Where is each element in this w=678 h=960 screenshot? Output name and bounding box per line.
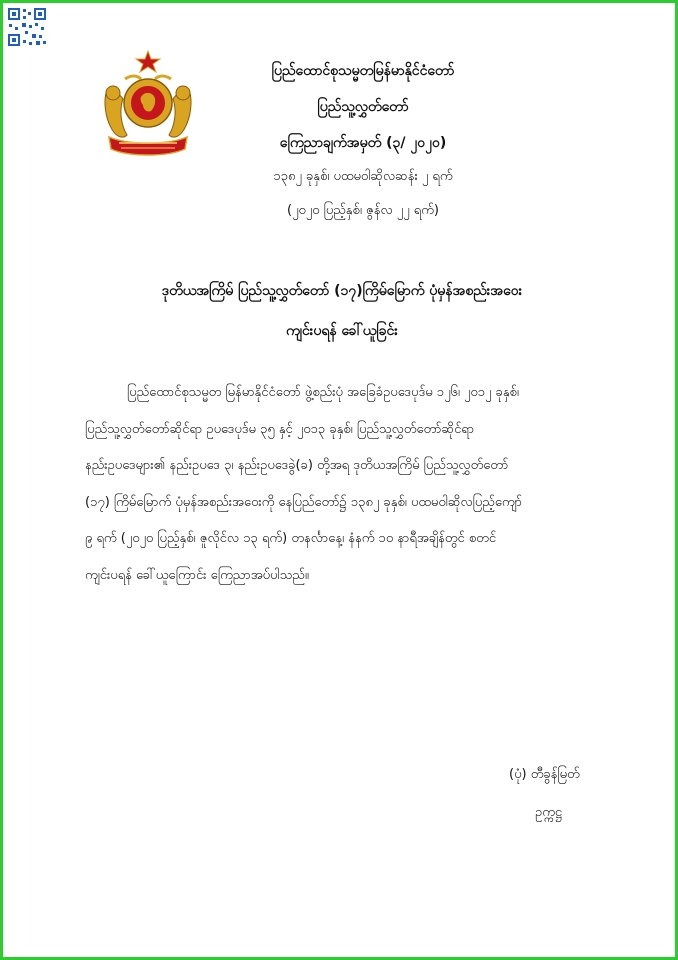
subject-line-1: ဒုတိယအကြိမ် ပြည်သူ့လွှတ်တော် (၁၇)ကြိမ်မြောက် ပုံမှန်အစည်းအဝေး: [161, 283, 523, 299]
body-line: ၉ ရက် (၂၀၂၀ ပြည့်နှစ်၊ ဇူလိုင်လ ၁၃ ရက်) တနင်္လာနေ့၊ နံနက် ၁၀ နာရီအချိန်တွင် စတင်: [85, 531, 497, 547]
state-emblem-icon: [99, 49, 197, 159]
gregorian-date: (၂၀၂၀ ပြည့်နှစ်၊ ဇွန်လ ၂၂ ရက်): [287, 203, 439, 218]
country-name: ပြည်ထောင်စုသမ္မတမြန်မာနိုင်ငံတော်: [271, 63, 455, 79]
body-line: ကျင်းပရန် ခေါ်ယူကြောင်း ကြေညာအပ်ပါသည်။: [85, 567, 309, 583]
signatory-title: ဥက္ကဋ္ဌ: [535, 805, 562, 820]
signature-block: [509, 765, 639, 823]
institution-name: ပြည်သူ့လွှတ်တော်: [317, 99, 409, 115]
signatory-name: (ပုံ) တီခွန်မြတ်: [509, 767, 580, 782]
qr-code-icon[interactable]: [7, 7, 47, 47]
document-subject: [63, 281, 621, 341]
myanmar-date: ၁၃၈၂ ခုနှစ်၊ ပထမဝါဆိုလဆန်း ၂ ရက်: [273, 169, 453, 184]
body-line: (၁၇) ကြိမ်မြောက် ပုံမှန်အစည်းအဝေးကို နေပြည်တော်၌ ၁၃၈၂ ခုနှစ်၊ ပထမဝါဆိုလပြည့်ကျော်: [85, 494, 522, 510]
document-header: [203, 61, 523, 221]
body-line: ပြည်ထောင်စုသမ္မတ မြန်မာနိုင်ငံတော် ဖွဲ့စည်းပုံ အခြေခံဥပဒေပုဒ်မ ၁၂၆၊ ၂၀၁၂ ခုနှစ်၊: [127, 385, 519, 400]
announcement-number: ကြေညာချက်အမှတ် (၃/ ၂၀၂၀): [279, 135, 447, 151]
body-line: နည်းဥပဒေများ၏ နည်းဥပဒေ ၃၊ နည်းဥပဒေခွဲ(ခ) တို့အရ ဒုတိယအကြိမ် ပြည်သူ့လွှတ်တော်: [85, 458, 509, 474]
body-line: ပြည်သူ့လွှတ်တော်ဆိုင်ရာ ဥပဒေပုဒ်မ ၃၅ နှင့် ၂၀၁၃ ခုနှစ်၊ ပြည်သူ့လွှတ်တော်ဆိုင်ရာ: [85, 421, 475, 437]
subject-line-2: ကျင်းပရန် ခေါ်ယူခြင်း: [286, 323, 398, 339]
body-paragraph: [85, 375, 605, 595]
